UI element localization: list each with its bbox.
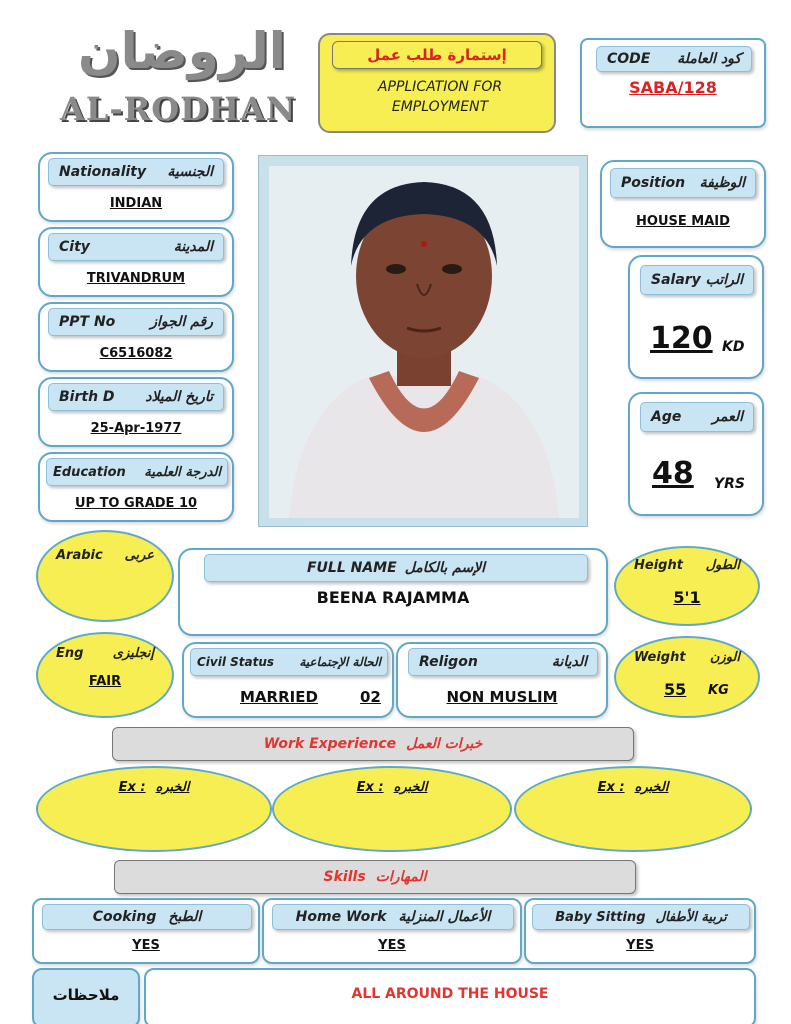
salary-card <box>628 255 764 379</box>
city-value: TRIVANDRUM <box>86 271 186 286</box>
english-label-en: Eng <box>56 646 84 661</box>
education-label-ar: الدرجة العلمية <box>144 464 221 480</box>
passport-value: C6516082 <box>99 346 173 361</box>
city-label <box>48 233 224 261</box>
experience-3-label <box>516 780 750 795</box>
position-label-en: Position <box>621 175 686 191</box>
experience-3-label-en: Ex : <box>597 780 625 795</box>
applicant-photo <box>258 155 588 527</box>
position-label-ar: الوظيفة <box>699 175 745 191</box>
height-label-ar: الطول <box>705 558 740 573</box>
civil-status-label-ar: الحالة الإجتماعية <box>299 655 381 669</box>
education-card <box>38 452 234 522</box>
position-card <box>600 160 766 248</box>
age-label-ar: العمر <box>712 409 743 425</box>
birth-date-card <box>38 377 234 447</box>
skill-homework-card <box>262 898 522 964</box>
nationality-card <box>38 152 234 222</box>
weight-label <box>634 650 740 665</box>
experience-2-label-en: Ex : <box>356 780 384 795</box>
religion-card <box>396 642 608 718</box>
civil-status-value: MARRIED <box>240 688 318 706</box>
full-name-card <box>178 548 608 636</box>
nationality-value: INDIAN <box>109 196 163 211</box>
experience-3-label-ar: الخبره <box>634 780 669 795</box>
skill-homework-label <box>272 904 514 930</box>
nationality-label-en: Nationality <box>59 164 147 180</box>
skills-header <box>114 860 636 894</box>
civil-status-label-en: Civil Status <box>197 655 275 669</box>
experience-oval-2 <box>272 766 512 852</box>
age-value: 48 <box>652 456 694 491</box>
code-label-ar: كود العاملة <box>677 51 741 67</box>
arabic-label-ar: عربى <box>124 548 154 563</box>
experience-oval-1 <box>36 766 272 852</box>
code-card <box>580 38 766 128</box>
religion-label-en: Religon <box>419 654 478 670</box>
education-value: UP TO GRADE 10 <box>74 496 198 511</box>
english-label-ar: إنجليزى <box>112 646 154 661</box>
experience-1-label <box>38 780 270 795</box>
religion-value: NON MUSLIM <box>446 688 558 706</box>
work-experience-header <box>112 727 634 761</box>
remarks-label: ملاحظات <box>52 986 120 1004</box>
skill-homework-label-en: Home Work <box>295 909 387 925</box>
salary-unit: KD <box>722 339 745 355</box>
portrait-illustration <box>259 156 588 527</box>
passport-label-ar: رقم الجواز <box>150 314 213 330</box>
position-value: HOUSE MAID <box>636 214 730 229</box>
experience-oval-3 <box>514 766 752 852</box>
skill-homework-value: YES <box>378 938 406 953</box>
salary-value: 120 <box>650 321 713 356</box>
work-experience-title-en: Work Experience <box>263 736 397 752</box>
city-label-en: City <box>59 239 90 255</box>
english-language-oval <box>36 632 174 718</box>
nationality-label-ar: الجنسية <box>167 164 213 180</box>
birth-date-label <box>48 383 224 411</box>
application-title-english: APPLICATION FOR EMPLOYMENT <box>377 79 503 115</box>
work-experience-title-ar: خبرات العمل <box>406 736 483 752</box>
education-label-en: Education <box>53 464 126 480</box>
passport-label-en: PPT No <box>59 314 116 330</box>
code-label <box>596 46 752 72</box>
english-language-value: FAIR <box>88 674 122 689</box>
birth-date-value: 25-Apr-1977 <box>90 421 182 436</box>
arabic-label-en: Arabic <box>56 548 103 563</box>
skill-cooking-label-ar: الطبخ <box>168 909 202 925</box>
city-label-ar: المدينة <box>173 239 213 255</box>
age-label <box>640 402 754 432</box>
weight-value: 55 <box>664 680 687 699</box>
experience-2-label-ar: الخبره <box>393 780 428 795</box>
religion-label <box>408 648 598 676</box>
age-label-en: Age <box>651 409 682 425</box>
position-label <box>610 168 756 198</box>
passport-label <box>48 308 224 336</box>
birth-date-label-ar: تاريخ الميلاد <box>145 389 213 405</box>
arabic-language-oval <box>36 530 174 622</box>
experience-1-label-en: Ex : <box>118 780 146 795</box>
full-name-label-en: FULL NAME <box>306 560 397 576</box>
skill-cooking-label-en: Cooking <box>92 909 157 925</box>
full-name-label-ar: الإسم بالكامل <box>404 560 486 576</box>
age-card <box>628 392 764 516</box>
skill-cooking-value: YES <box>132 938 160 953</box>
passport-card <box>38 302 234 372</box>
skill-cooking-label <box>42 904 252 930</box>
skill-babysitting-label-ar: تربية الأطفال <box>655 909 727 925</box>
remarks-card <box>144 968 756 1024</box>
education-label <box>46 458 228 486</box>
code-value: SABA/128 <box>629 78 717 97</box>
remarks-value: ALL AROUND THE HOUSE <box>351 986 549 1002</box>
skill-babysitting-value: YES <box>626 938 654 953</box>
religion-label-ar: الديانة <box>551 654 587 670</box>
birth-date-label-en: Birth D <box>59 389 115 405</box>
height-oval <box>614 546 760 626</box>
experience-2-label <box>274 780 510 795</box>
skills-title-ar: المهارات <box>375 869 427 885</box>
experience-1-label-ar: الخبره <box>155 780 190 795</box>
english-language-label <box>56 646 154 661</box>
application-title-box <box>318 33 556 133</box>
weight-oval <box>614 636 760 718</box>
weight-label-ar: الوزن <box>709 650 740 665</box>
arabic-language-label <box>56 548 154 563</box>
salary-label <box>640 265 754 295</box>
logo <box>60 22 305 132</box>
skill-cooking-card <box>32 898 260 964</box>
code-label-en: CODE <box>607 51 651 67</box>
skill-babysitting-card <box>524 898 756 964</box>
remarks-label-card <box>32 968 140 1024</box>
children-count: 02 <box>360 688 381 706</box>
age-unit: YRS <box>714 476 746 492</box>
application-title-arabic: إستمارة طلب عمل <box>332 41 542 69</box>
logo-arabic: الروضان <box>78 22 286 80</box>
full-name-value: BEENA RAJAMMA <box>316 588 470 607</box>
skill-homework-label-ar: الأعمال المنزلية <box>398 909 491 925</box>
height-label-en: Height <box>634 558 683 573</box>
weight-label-en: Weight <box>634 650 686 665</box>
height-label <box>634 558 740 573</box>
full-name-label <box>204 554 588 582</box>
weight-unit: KG <box>708 683 729 698</box>
height-value: 5'1 <box>673 588 701 607</box>
civil-status-label <box>190 648 388 676</box>
skills-title-en: Skills <box>323 869 366 885</box>
civil-status-card <box>182 642 394 718</box>
skill-babysitting-label-en: Baby Sitting <box>555 909 646 925</box>
skill-babysitting-label <box>532 904 750 930</box>
city-card <box>38 227 234 297</box>
salary-label-en: Salary <box>651 272 701 288</box>
salary-label-ar: الراتب <box>705 272 743 288</box>
nationality-label <box>48 158 224 186</box>
logo-english: AL-RODHAN <box>60 90 297 128</box>
